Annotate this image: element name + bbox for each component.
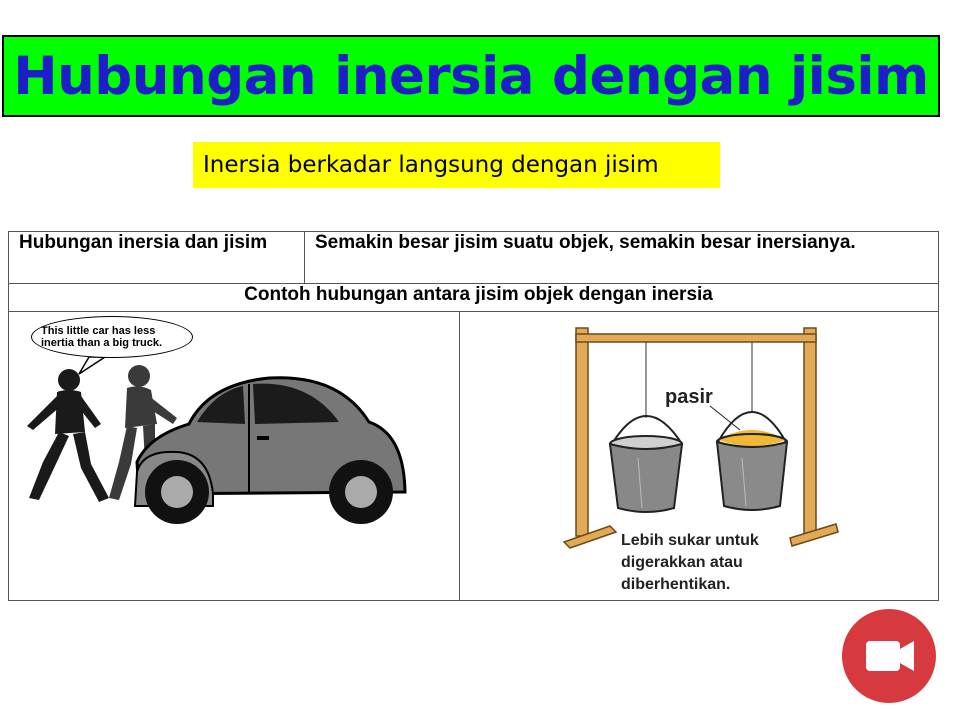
empty-bucket <box>610 416 682 512</box>
speech-bubble <box>31 316 193 358</box>
slide-title: Hubungan inersia dengan jisim <box>13 45 929 107</box>
table-row <box>9 284 939 312</box>
wooden-frame <box>564 328 838 548</box>
title-bar <box>2 35 940 117</box>
info-table <box>8 231 939 601</box>
relation-description: Semakin besar jisim suatu objek, semakin besar inersianya. <box>305 232 939 284</box>
record-video-button[interactable] <box>842 609 936 703</box>
car-figure <box>135 378 405 524</box>
car-illustration-cell <box>9 312 460 601</box>
bucket-caption: Lebih sukar untuk digerakkan atau diberhentikan. <box>621 532 759 593</box>
video-camera-icon <box>842 609 936 703</box>
slide-subtitle: Inersia berkadar langsung dengan jisim <box>193 142 720 188</box>
table-row <box>9 312 939 601</box>
sand-bucket <box>717 412 787 510</box>
speech-bubble-text: This little car has less inertia than a big truck. <box>41 325 163 349</box>
sand-label: pasir <box>665 386 713 408</box>
person-figure <box>27 369 109 502</box>
bucket-illustration-cell <box>460 312 939 601</box>
relation-label: Hubungan inersia dan jisim <box>9 232 305 284</box>
table-row <box>9 232 939 284</box>
example-heading: Contoh hubungan antara jisim objek dengan inersia <box>9 284 939 312</box>
